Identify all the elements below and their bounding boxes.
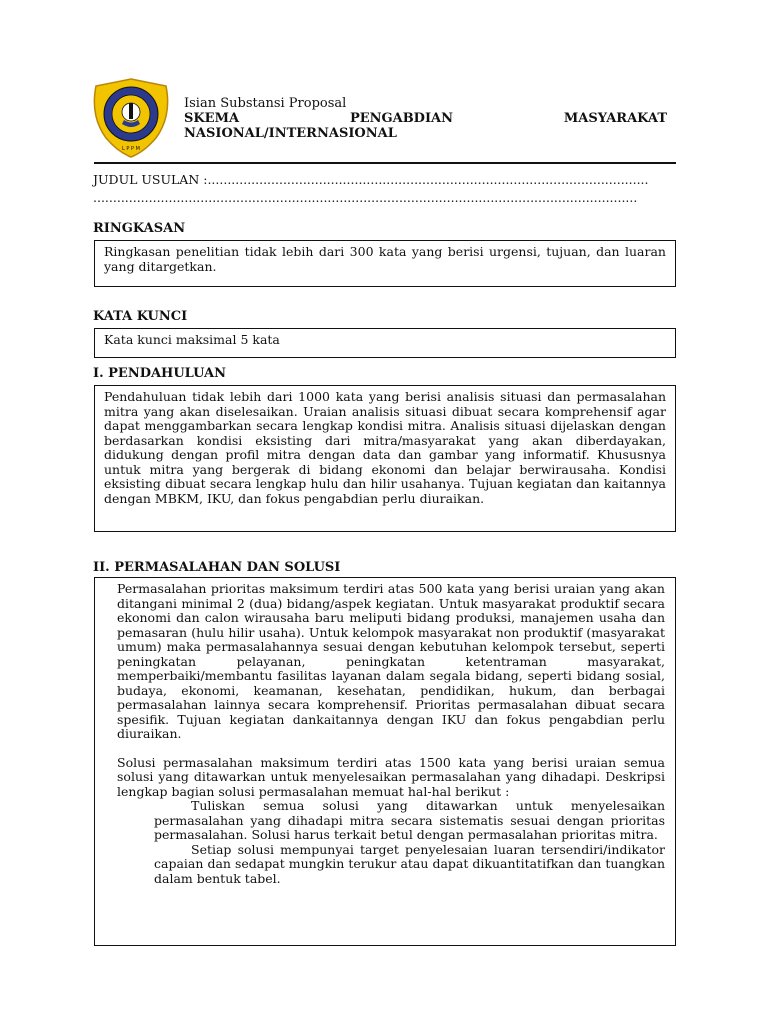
solusi-para: Solusi permasalahan maksimum terdiri atas 1500 kata yang berisi uraian semua solusi yang ditawarkan untuk menyelesaikan permasalahan yang dihadapi. Deskripsi lengkap bagian solusi permasalahan memuat hal-hal berikut : [117,754,665,799]
permasalahan-box [94,577,676,946]
pendahuluan-heading: I. PENDAHULUAN [93,366,227,381]
pendahuluan-text: Pendahuluan tidak lebih dari 1000 kata yang berisi analisis situasi dan permasalahan mitra yang akan diselesaikan. Uraian analisis situasi dibuat secara komprehensif agar dapat menggambarkan secara lengkap kondisi mitra. Analisis situasi dijelaskan dengan berdasarkan kondisi eksisting dari mitra/masyarakat yang akan diberdayakan, didukung dengan profil mitra dengan data dan gambar yang informatif. Khususnya untuk mitra yang bergerak di bidang ekonomi dan belajar berwirausaha. Kondisi eksisting dibuat secara lengkap hulu dan hilir usahanya. Tujuan kegiatan dan kaitannya dengan MBKM, IKU, dan fokus pengabdian perlu diuraikan. [104,389,666,506]
kata-kunci-heading: KATA KUNCI [93,309,188,324]
ringkasan-text: Ringkasan penelitian tidak lebih dari 300 kata yang berisi urgensi, tujuan, dan luaran yang ditargetkan. [104,244,666,274]
solusi-item-2: Setiap solusi mempunyai target penyelesaian luaran tersendiri/indikator capaian dan sedapat mungkin terukur atau dapat dikuantitatifkan dan tuangkan dalam bentuk tabel. [154,841,665,886]
university-logo [88,76,174,160]
pendahuluan-box [94,385,676,532]
ringkasan-box [94,240,676,287]
header-label: Isian Substansi Proposal [184,96,347,111]
header-pengabdian: PENGABDIAN [349,111,454,126]
judul-usulan-line: JUDUL USULAN :............................................................................................................... [93,172,649,187]
kata-kunci-box [94,328,676,358]
judul-usulan-line-2: ......................................................................................................................................... [93,190,638,205]
header-masyarakat: MASYARAKAT [563,111,667,126]
svg-text:L P P M: L P P M [122,146,140,152]
header-rule [94,162,676,164]
solusi-item-1: Tuliskan semua solusi yang ditawarkan untuk menyelesaikan permasalahan yang dihadapi mitra secara sistematis sesuai dengan prioritas permasalahan. Solusi harus terkait betul dengan permasalahan prioritas mitra. [154,798,665,842]
kata-kunci-text: Kata kunci maksimal 5 kata [104,332,280,347]
document-header [184,96,667,141]
ringkasan-heading: RINGKASAN [93,221,186,236]
permasalahan-heading: II. PERMASALAHAN DAN SOLUSI [93,560,341,575]
header-skema: SKEMA [184,111,240,126]
permasalahan-para-1: Permasalahan prioritas maksimum terdiri atas 500 kata yang berisi uraian yang akan ditangani minimal 2 (dua) bidang/aspek kegiatan. Untuk masyarakat produktif secara ekonomi dan calon wirausaha baru meliputi bidang produksi, manajemen usaha dan pemasaran (hulu hilir usaha). Untuk kelompok masyarakat non produktif (masyarakat umum) maka permasalahannya sesuai dengan kebutuhan kelompok tersebut, seperti peningkatan pelayanan, peningkatan ketentraman masyarakat, memperbaiki/membantu fasilitas layanan dalam segala bidang, seperti bidang sosial, budaya, ekonomi, keamanan, kesehatan, pendidikan, hukum, dan berbagai permasalahan lainnya secara komprehensif. Prioritas permasalahan dibuat secara spesifik. Tujuan kegiatan dankaitannya dengan IKU dan fokus pengabdian perlu diuraikan. [117,581,665,741]
header-scope: NASIONAL/INTERNASIONAL [184,126,397,141]
